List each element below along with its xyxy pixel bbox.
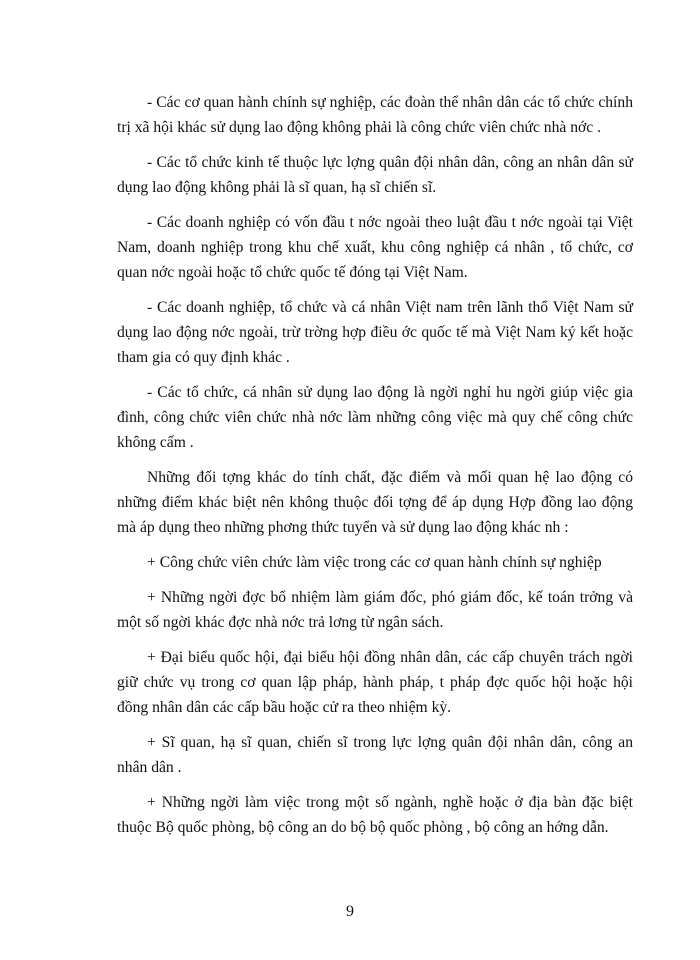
list-item-civil-servants: + Công chức viên chức làm việc trong các cơ quan hành chính sự nghiệp <box>147 554 602 571</box>
list-item-elected-deputies: + Đại biểu quốc hội, đại biểu hội đồng nhân dân, các cấp chuyên trách ngời giữ chức vụ trong cơ quan lập pháp, hành pháp, t pháp đợc quốc hội hoặc hội đồng nhân dân các cấp bầu hoặc cử ra theo nhiệm kỳ. <box>117 649 633 716</box>
paragraph-excluded-subjects: Những đối tợng khác do tính chất, đặc điểm và mối quan hệ lao động có những điểm khác biệt nên không thuộc đối tợng để áp dụng Hợp đồng lao động mà áp dụng theo những phơng thức tuyển và sử dụng lao động khác nh : <box>117 469 633 536</box>
paragraph-retirees-domestic: - Các tổ chức, cá nhân sử dụng lao động là ngời nghỉ hu ngời giúp việc gia đình, công chức viên chức nhà nớc làm những công việc mà quy chế công chức không cấm . <box>117 384 633 451</box>
body-text <box>117 90 633 850</box>
list-item-appointed-managers: + Những ngời đợc bổ nhiệm làm giám đốc, phó giám đốc, kế toán trởng và một số ngời khác đợc nhà nớc trả lơng từ ngân sách. <box>117 589 633 631</box>
paragraph-administrative-agencies: - Các cơ quan hành chính sự nghiệp, các đoàn thể nhân dân các tổ chức chính trị xã hội khác sử dụng lao động không phải là công chức viên chức nhà nớc . <box>117 94 633 136</box>
paragraph-military-economic-orgs: - Các tổ chức kinh tế thuộc lực lợng quân đội nhân dân, công an nhân dân sử dụng lao động không phải là sĩ quan, hạ sĩ chiến sĩ. <box>117 154 633 196</box>
paragraph-foreign-labor: - Các doanh nghiệp, tổ chức và cá nhân Việt nam trên lãnh thổ Việt Nam sử dụng lao động nớc ngoài, trừ trờng hợp điều ớc quốc tế mà Việt Nam ký kết hoặc tham gia có quy định khác . <box>117 299 633 366</box>
paragraph-foreign-investment: - Các doanh nghiệp có vốn đầu t nớc ngoài theo luật đầu t nớc ngoài tại Việt Nam, doanh nghiệp trong khu chế xuất, khu công nghiệp cá nhân , tổ chức, cơ quan nớc ngoài hoặc tổ chức quốc tế đóng tại Việt Nam. <box>117 214 633 281</box>
page-number: 9 <box>346 903 354 920</box>
list-item-military-officers: + Sĩ quan, hạ sĩ quan, chiến sĩ trong lực lợng quân đội nhân dân, công an nhân dân . <box>117 734 633 776</box>
list-item-special-sectors: + Những ngời làm việc trong một số ngành, nghề hoặc ở địa bàn đặc biệt thuộc Bộ quốc phòng, bộ công an do bộ bộ quốc phòng , bộ công an hớng dẫn. <box>117 794 633 836</box>
